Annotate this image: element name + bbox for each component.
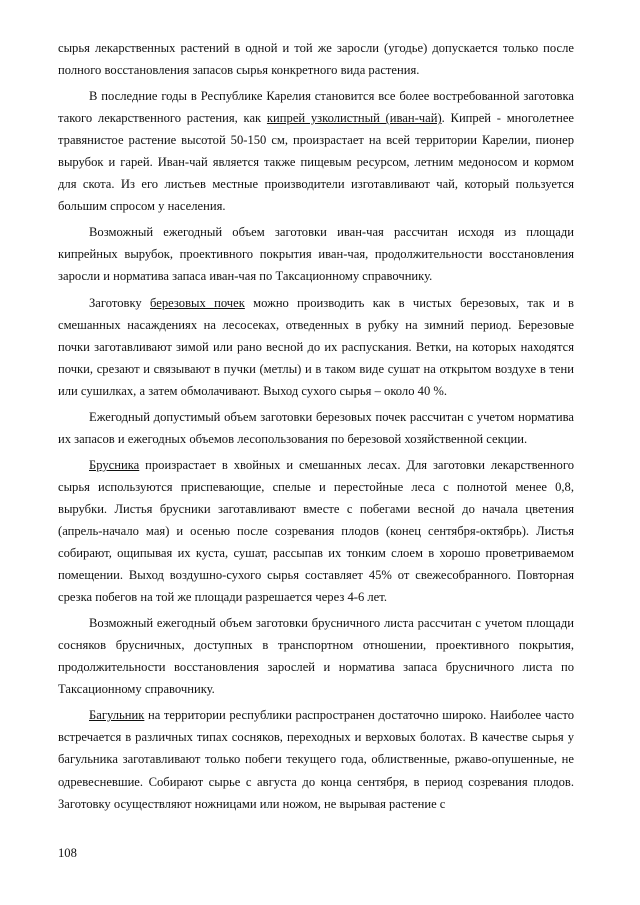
term-birch-buds: березовых почек [150,295,245,310]
paragraph-8 [58,704,574,814]
paragraph-text: на территории республики распространен достаточно широко. Наиболее часто встречается в различных типах сосняков, переходных и верховых болотах. В качестве сырья у багульника заготавливают только побеги текущего года, облиственные, ржаво-опушенные, не одревесневшие. Собирают сырье с августа до конца сентября, в период созревания плодов. Заготовку осуществляют ножницами или ножом, не вырывая растение с [58,708,574,811]
paragraph-text: можно производить как в чистых березовых, так и в смешанных насаждениях на лесосеках, отведенных в рубку на зимний период. Березовые почки заготавливают зимой или рано весной до их распускания. Ветки, на которых находятся почки, срезают и связывают в пучки (метлы) и в таком виде сушат на открытом воздухе в тени или сушилках, а затем обмолачивают. Выход сухого сырья – около 40 %. [58,295,574,398]
paragraph-text: Ежегодный допустимый объем заготовки березовых почек рассчитан с учетом норматива их запасов и ежегодных объемов лесопользования по березовой хозяйственной секции. [58,409,574,446]
paragraph-text: Возможный ежегодный объем заготовки брусничного листа рассчитан с учетом площади сосняков брусничных, доступных в транспортном отношении, проективного покрытия, продолжительности восстановления зарослей и норматива запаса брусничного листа по Таксационному справочнику. [58,616,574,697]
page-number: 108 [58,846,77,860]
term-ledum: Багульник [89,708,145,723]
paragraph-4 [58,292,574,402]
paragraph-text: Возможный ежегодный объем заготовки иван-чая рассчитан исходя из площади кипрейных вырубок, проективного покрытия иван-чая, продолжительности восстановления заросли и норматива запаса иван-чая по Таксационному справочнику. [58,225,574,284]
paragraph-3 [58,221,574,287]
paragraph-text: . Кипрей - многолетнее травянистое растение высотой 50-150 см, произрастает на всей территории Карелии, пионер вырубок и гарей. Иван-чай является также пищевым ресурсом, летним медоносом и кормом для скота. Из его листьев местные производители изготавливают чай, который пользуется большим спросом у населения. [58,111,574,214]
term-lingonberry: Брусника [89,457,140,472]
paragraph-6 [58,454,574,608]
term-fireweed: кипрей узколистный (иван-чай) [266,111,442,126]
paragraph-text: Заготовку [89,295,151,310]
paragraph-text: В последние годы в Республике Карелия становится все более востребованной заготовка такого лекарственного растения, как [58,89,574,126]
paragraph-1 [58,37,574,81]
paragraph-text: произрастает в хвойных и смешанных лесах. Для заготовки лекарственного сырья используются приспевающие, спелые и перестойные леса с полнотой менее 0,8, вырубки. Листья брусники заготавливают вместе с побегами весной до начала цветения (апрель-начало мая) и осенью после созревания плодов (конец сентября-октябрь). Листья собирают, ощипывая их куста, сушат, рассыпав их тонким слоем в хорошо проветриваемом помещении. Выход воздушно-сухого сырья составляет 45% от свежесобранного. Повторная срезка побегов на той же площади разрешается через 4-6 лет. [58,457,574,605]
paragraph-text: сырья лекарственных растений в одной и той же заросли (угодье) допускается только после полного восстановления запасов сырья конкретного вида растения. [58,41,574,78]
paragraph-7 [58,612,574,700]
body-text [58,37,574,815]
paragraph-5 [58,406,574,450]
paragraph-2 [58,85,574,217]
